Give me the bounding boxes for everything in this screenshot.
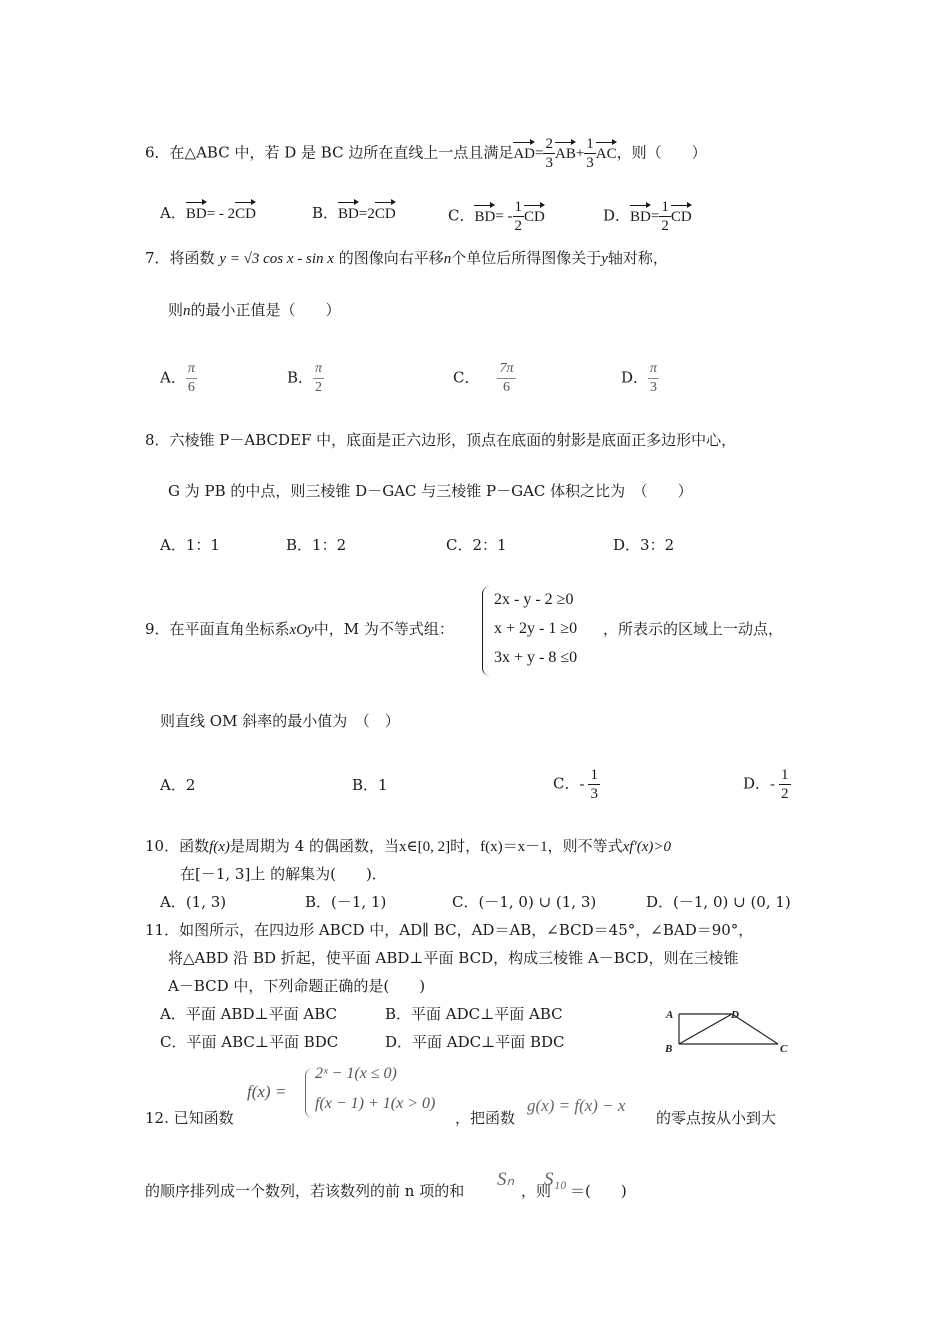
q11-option-d: D．平面 ADC⊥平面 BDC (385, 1033, 565, 1051)
q10-option-c: C．(－1, 0) ∪ (1, 3) (452, 893, 597, 911)
edge-BD (679, 1014, 732, 1044)
q10-line2: 在[－1, 3]上 的解集为( )． (180, 865, 387, 883)
q10-option-d: D．(－1, 0) ∪ (0, 1) (646, 893, 791, 911)
inequality-1: 2x - y - 2 ≥0 (494, 591, 574, 608)
q6-option-b: B．BD=2CD (312, 200, 396, 224)
vector-BD: BD (474, 203, 495, 227)
q6-option-d: D．BD= $\frac{1}{2}$ CD (603, 199, 692, 234)
q6-stem-text: 6．在△ABC 中，若 D 是 BC 边所在直线上一点且满足 (145, 143, 514, 162)
q9-option-d: D．- $\frac{1}{2}$ (743, 767, 789, 802)
q7-stem: 7．将函数 y = √3 cos x - sin x 的图像向右平移n个单位后所得图像关于y轴对称， (145, 249, 668, 267)
equals-sign: = (535, 145, 544, 162)
piecewise-brace (305, 1068, 314, 1118)
q6-option-c: C．BD= - $\frac{1}{2}$ CD (448, 199, 545, 234)
fraction-1-3: $\frac{1}{3}$ (590, 767, 598, 802)
q11-option-b: B．平面 ADC⊥平面 ABC (385, 1005, 563, 1023)
q10-option-a: A．(1, 3) (160, 893, 227, 911)
q12-line2-mid: ，则 (521, 1182, 552, 1200)
case-2: f(x − 1) + 1(x > 0) (315, 1095, 436, 1112)
q7-option-b: B． $\frac{\pi}{2}$ (287, 361, 323, 395)
q11-line1: 11．如图所示，在四边形 ABCD 中，AD∥ BC，AD＝AB，∠BCD＝45°，∠BAD＝90°， (145, 921, 754, 939)
q12-mid: ，把函数 (455, 1109, 516, 1127)
fraction-1-2: $\frac{1}{2}$ (781, 767, 789, 802)
q12-piecewise-function (245, 1064, 465, 1124)
q9-stem-end: ，所表示的区域上一动点， (603, 620, 784, 638)
inequality-2: x + 2y - 1 ≥0 (494, 620, 578, 637)
q12-line2-end: ＝( ) (570, 1182, 627, 1200)
q9-line2: 则直线 OM 斜率的最小值为 （ ） (160, 712, 400, 730)
vector-AD: AD (513, 140, 535, 164)
q6-stem-end: ，则（ ） (616, 143, 707, 162)
vector-BD: BD (630, 203, 651, 227)
fraction-7pi-6: $\frac{7\pi}{6}$ (499, 361, 514, 395)
q8-line1: 8．六棱锥 P－ABCDEF 中，底面是正六边形，顶点在底面的射影是底面正多边形中心， (145, 431, 737, 449)
q9-option-a: A．2 (160, 776, 196, 794)
q12-line2: 的顺序排列成一个数列，若该数列的前 n 项的和 (145, 1182, 465, 1200)
vector-CD: CD (671, 203, 692, 227)
q8-option-a: A．1：1 (160, 536, 220, 554)
q12-label: 12. 已知函数 (145, 1109, 234, 1127)
q12-sn: Sₙ (497, 1169, 515, 1190)
q9-inequality-system (482, 586, 602, 676)
inequality-3: 3x + y - 8 ≤0 (494, 649, 578, 666)
vector-AC: AC (596, 140, 617, 164)
vertex-A-label: A (666, 1010, 674, 1021)
fraction-pi-3: $\frac{\pi}{3}$ (650, 361, 658, 395)
q7-option-a: A． $\frac{\pi}{6}$ (160, 361, 195, 395)
q12-s10: S₁₀ (544, 1169, 567, 1190)
vector-CD: CD (524, 203, 545, 227)
vector-AB: AB (555, 140, 576, 164)
fraction-pi-2: $\frac{\pi}{2}$ (315, 361, 323, 395)
q6-stem (145, 135, 707, 172)
q7-line2: 则n的最小正值是（ ） (168, 301, 341, 319)
q7-option-d: D． $\frac{\pi}{3}$ (621, 361, 658, 395)
fraction-1-2: $\frac{1}{2}$ (514, 199, 523, 234)
left-brace (482, 586, 491, 676)
q9-option-b: B．1 (352, 776, 388, 794)
q11-option-c: C．平面 ABC⊥平面 BDC (160, 1033, 339, 1051)
vertex-B-label: B (665, 1043, 673, 1055)
q8-option-d: D．3：2 (613, 536, 675, 554)
q8-option-b: B．1：2 (286, 536, 347, 554)
f-of-x: f(x) = (247, 1082, 287, 1101)
q8-option-c: C．2：1 (446, 536, 507, 554)
vertex-C-label: C (780, 1043, 788, 1055)
q10-option-b: B．(－1, 1) (305, 893, 387, 911)
q9-option-c: C．- $\frac{1}{3}$ (553, 767, 598, 802)
fraction-1-2: $\frac{1}{2}$ (661, 199, 669, 234)
vector-BD: BD (338, 200, 359, 224)
q6-option-a: A．BD= - 2CD (160, 200, 256, 224)
vector-CD: CD (375, 200, 396, 224)
q11-option-a: A．平面 ABD⊥平面 ABC (160, 1005, 337, 1023)
q11-line2: 将△ABD 沿 BD 折起，使平面 ABD⊥平面 BCD，构成三棱锥 A－BCD，则在三棱锥 (168, 949, 739, 967)
q8-line2: G 为 PB 的中点，则三棱锥 D－GAC 与三棱锥 P－GAC 体积之比为 （ ） (168, 482, 693, 500)
q12-post: 的零点按从小到大 (656, 1109, 777, 1127)
q11-line3: A－BCD 中，下列命题正确的是( ) (168, 977, 426, 995)
vertex-D-label: D (731, 1010, 739, 1021)
q12-g-function: g(x) = f(x) − x (527, 1096, 626, 1115)
fraction-2-3: $\frac{2}{3}$ (545, 136, 553, 171)
q7-option-c: C． $\frac{7\pi}{6}$ (453, 361, 514, 395)
case-1: 2ˣ − 1(x ≤ 0) (315, 1065, 397, 1082)
q10-line1: 10．函数f(x)是周期为 4 的偶函数，当x∈[0, 2]时，f(x)＝x－1，则不等式xf′(x)>0 (145, 837, 672, 855)
q9-stem: 9．在平面直角坐标系xOy中，M 为不等式组： (145, 620, 454, 638)
plus-sign: + (575, 145, 585, 162)
vector-CD: CD (235, 200, 256, 224)
q7-function: y = √3 cos x - sin x (219, 251, 334, 267)
fraction-pi-6: $\frac{\pi}{6}$ (187, 361, 195, 395)
fraction-1-3: $\frac{1}{3}$ (586, 136, 594, 171)
quadrilateral-figure (660, 1010, 800, 1056)
vector-BD: BD (186, 200, 207, 224)
